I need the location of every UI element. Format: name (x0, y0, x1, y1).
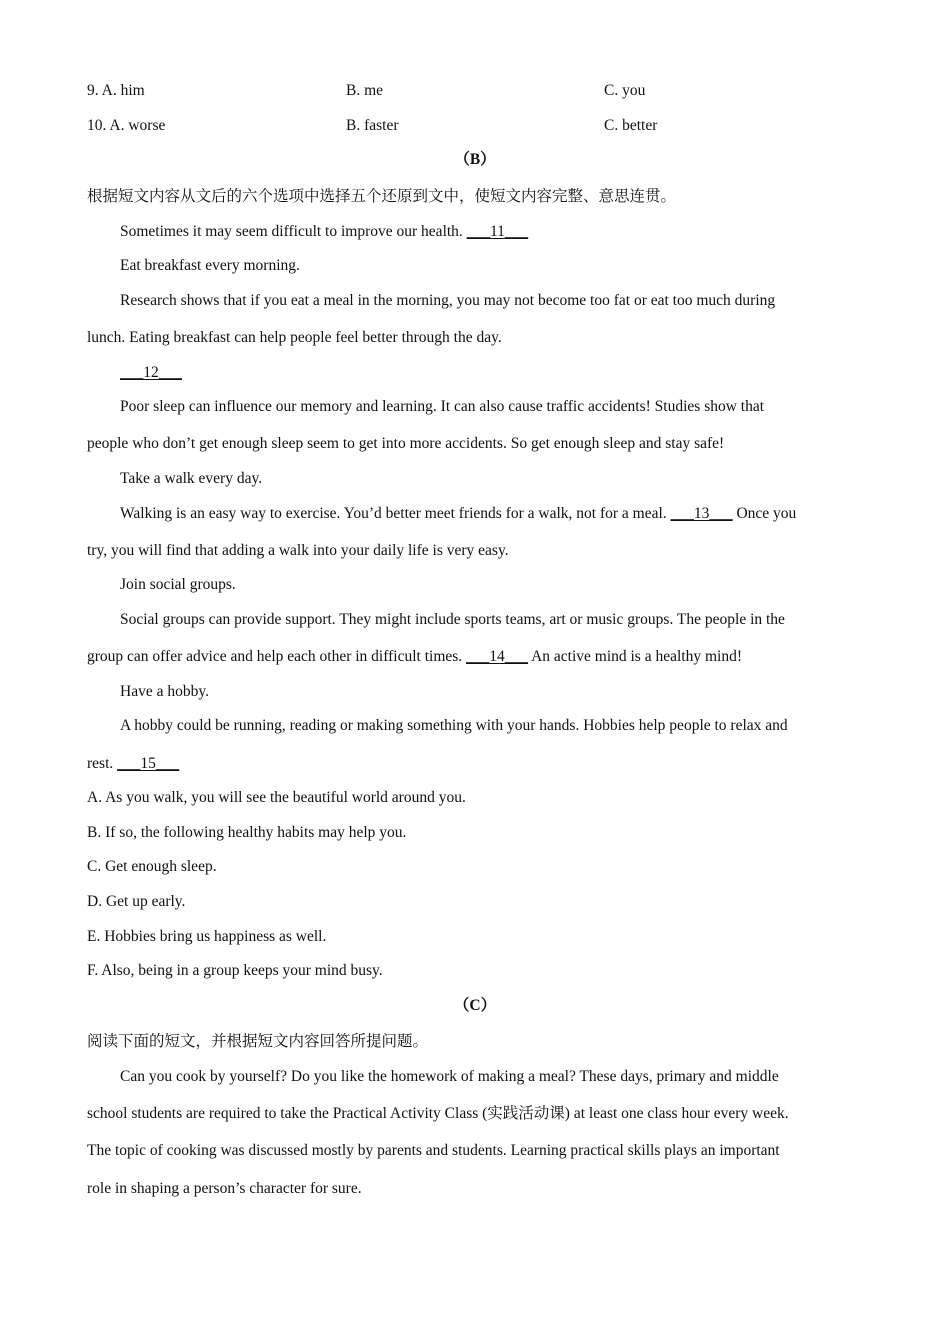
paragraph-text-tail: Once you (732, 505, 797, 522)
blank-14: ___14___ (466, 648, 529, 665)
paragraph-sleep-line2: people who don’t get enough sleep seem to get into more accidents. So get enough sleep and stay safe! (87, 435, 725, 452)
paragraph-text: Sometimes it may seem difficult to improve our health. (120, 223, 467, 240)
blank-12-text: ___12___ (120, 364, 182, 381)
choice-f: F. Also, being in a group keeps your mind busy. (87, 962, 383, 979)
paragraph-breakfast-line2: lunch. Eating breakfast can help people feel better through the day. (87, 329, 502, 346)
subheading-walk: Take a walk every day. (120, 470, 263, 487)
paragraph-c-line1: Can you cook by yourself? Do you like the homework of making a meal? These days, primary and middle (120, 1068, 779, 1085)
subheading-social: Join social groups. (120, 576, 236, 593)
option-10b: B. faster (346, 117, 399, 134)
blank-15: ___15___ (117, 755, 180, 772)
paragraph-text: Walking is an easy way to exercise. You’d better meet friends for a walk, not for a meal. (120, 505, 671, 522)
subheading-hobby: Have a hobby. (120, 683, 209, 700)
paragraph-c-line4: role in shaping a person’s character for sure. (87, 1180, 362, 1197)
paragraph-text: rest. (87, 755, 118, 772)
blank-13: ___13___ (670, 505, 733, 522)
subheading-breakfast: Eat breakfast every morning. (120, 257, 300, 274)
option-9c: C. you (604, 82, 646, 99)
blank-11: ___11___ (466, 223, 529, 240)
blank-12 (120, 363, 182, 383)
paragraph-c-line3: The topic of cooking was discussed mostly by parents and students. Learning practical skills plays an important (87, 1142, 780, 1159)
paragraph-hobby-line1: A hobby could be running, reading or making something with your hands. Hobbies help people to relax and (120, 717, 788, 734)
choice-e: E. Hobbies bring us happiness as well. (87, 928, 327, 945)
paragraph-social-line1: Social groups can provide support. They might include sports teams, art or music groups. The people in the (120, 611, 785, 628)
section-b-instruction: 根据短文内容从文后的六个选项中选择五个还原到文中，使短文内容完整、意思连贯。 (87, 188, 677, 205)
paragraph-walk-line1 (120, 504, 796, 524)
option-9a: 9. A. him (87, 82, 145, 99)
option-10c: C. better (604, 117, 658, 134)
section-b-heading: （B） (454, 151, 496, 168)
choice-d: D. Get up early. (87, 893, 186, 910)
paragraph-walk-line2: try, you will find that adding a walk into your daily life is very easy. (87, 542, 509, 559)
option-10a: 10. A. worse (87, 117, 166, 134)
choice-c: C. Get enough sleep. (87, 858, 217, 875)
section-c-heading: （C） (453, 997, 497, 1014)
paragraph-text-tail: An active mind is a healthy mind! (528, 648, 742, 665)
paragraph-breakfast-line1: Research shows that if you eat a meal in the morning, you may not become too fat or eat too much during (120, 292, 776, 309)
paragraph-intro (120, 222, 528, 242)
paragraph-social-line2 (87, 647, 742, 667)
choice-b: B. If so, the following healthy habits may help you. (87, 824, 407, 841)
section-c-instruction: 阅读下面的短文，并根据短文内容回答所提问题。 (87, 1033, 429, 1050)
paragraph-text: group can offer advice and help each other in difficult times. (87, 648, 467, 665)
paragraph-c-line2: school students are required to take the Practical Activity Class (实践活动课) at least one class hour every week. (87, 1105, 789, 1122)
option-9b: B. me (346, 82, 384, 99)
choice-a: A. As you walk, you will see the beautiful world around you. (87, 789, 466, 806)
paragraph-sleep-line1: Poor sleep can influence our memory and learning. It can also cause traffic accidents! Studies show that (120, 398, 765, 415)
paragraph-hobby-line2 (87, 754, 179, 774)
